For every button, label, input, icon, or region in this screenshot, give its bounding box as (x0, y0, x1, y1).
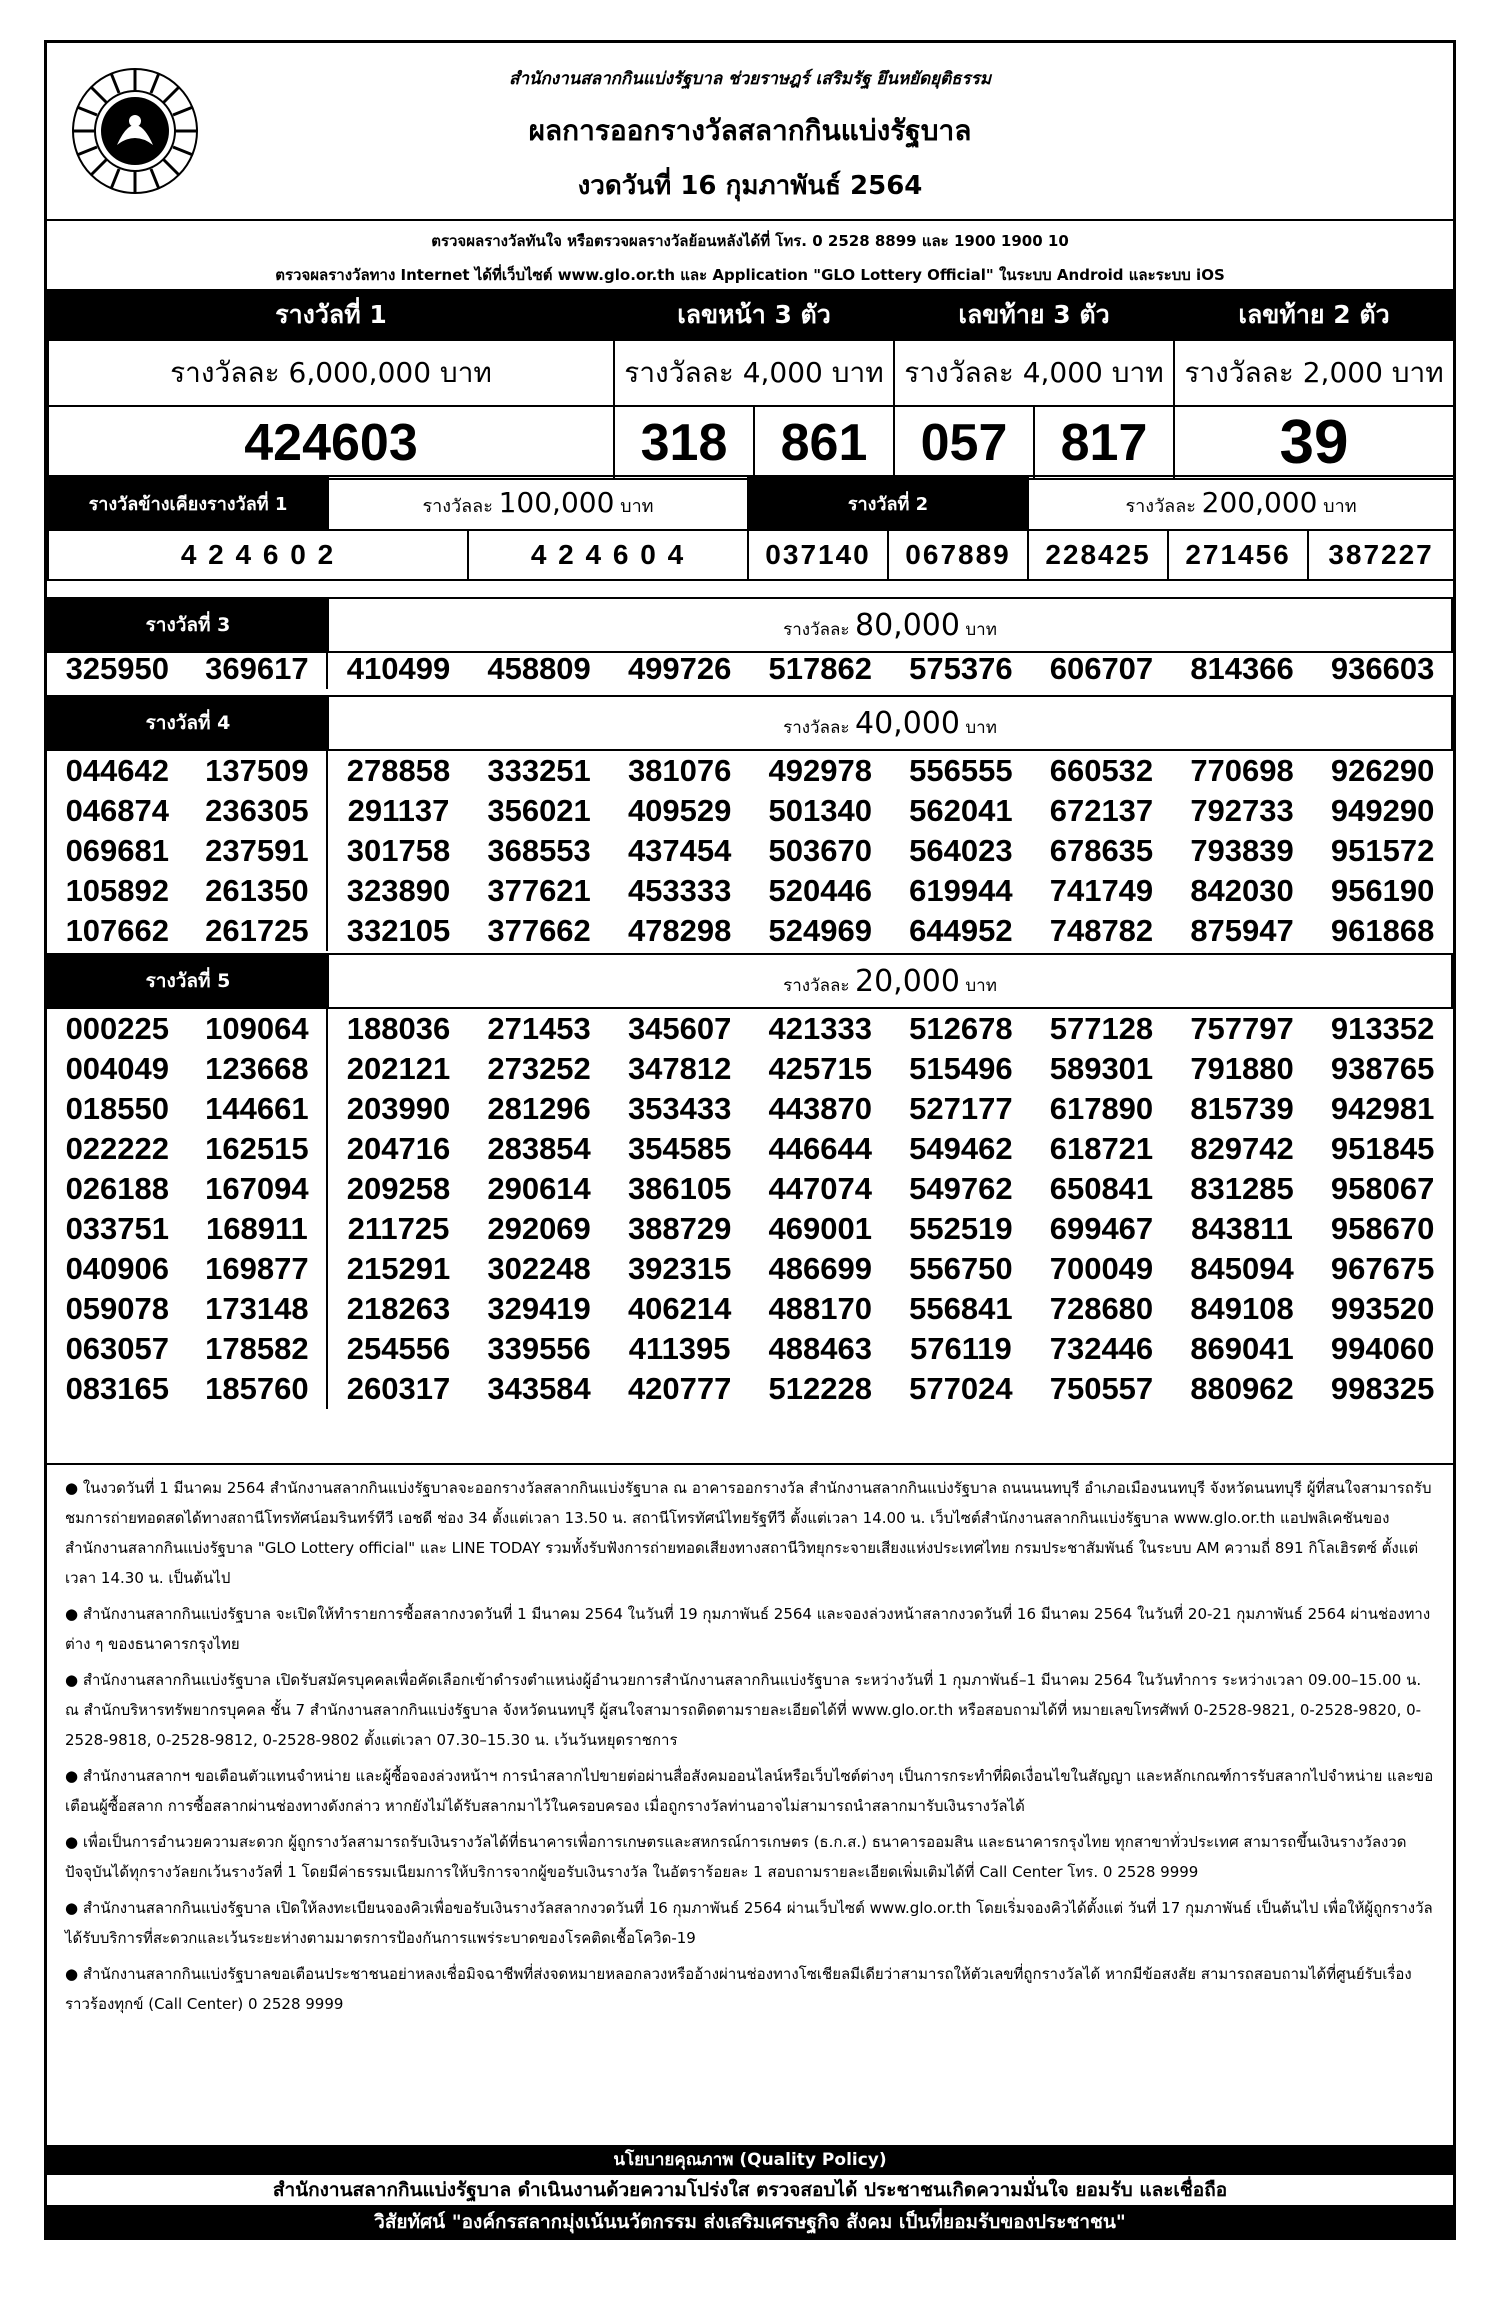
prize-number: 144661 (188, 1089, 329, 1129)
prize-number: 411395 (628, 1331, 731, 1366)
number-row (47, 1129, 1453, 1169)
prize-number: 026188 (65, 1171, 170, 1206)
second-prize-number: 271456 (1168, 530, 1308, 580)
prize-number: 044642 (65, 753, 170, 788)
prize-number: 202121 (346, 1051, 451, 1086)
prize-number: 993520 (1330, 1291, 1435, 1326)
prize-number: 185760 (188, 1369, 329, 1409)
near-prize-number: 4 2 4 6 0 2 (48, 530, 468, 580)
back2-number: 39 (1174, 406, 1454, 479)
prize-number: 831285 (1190, 1171, 1294, 1206)
page-title: ผลการออกรางวัลสลากกินแบ่งรัฐบาล (528, 114, 972, 147)
prize-number: 301758 (346, 833, 451, 868)
prize-number: 215291 (346, 1251, 451, 1286)
second-prize-number: 387227 (1308, 530, 1454, 580)
prize-number: 699467 (1049, 1211, 1154, 1246)
prize-number: 063057 (65, 1331, 170, 1366)
fifth-prize-amount: รางวัลละ 20,000 บาท (328, 954, 1452, 1008)
announcement-item: ● สำนักงานสลากกินแบ่งรัฐบาลขอเตือนประชาชนอย่าหลงเชื่อมิจฉาชีพที่ส่งจดหมายหลอกลวงหรืออ้างผ่านช่องทางโซเชียลมีเดียว่าสามารถให้ตัวเลขที่ถูกรางวัลได้ หากมีข้อสงสัย สามารถสอบถามได้ที่ศูนย์รับเรื่องราวร้องทุกข์ (Call Center) 0 2528 9999 (65, 1965, 1412, 2013)
prize-number: 961868 (1330, 913, 1435, 948)
prize-number: 556555 (909, 753, 1013, 788)
draw-date: งวดวันที่ 16 กุมภาพันธ์ 2564 (577, 171, 923, 201)
front3-number: 861 (754, 406, 894, 479)
prize-number: 958670 (1330, 1211, 1435, 1246)
second-prize-number: 037140 (748, 530, 888, 580)
prize-number: 512678 (909, 1011, 1013, 1046)
prize-number: 791880 (1190, 1051, 1294, 1086)
prize-number: 203990 (346, 1091, 451, 1126)
second-prize-number: 067889 (888, 530, 1028, 580)
prize-number: 998325 (1330, 1371, 1435, 1406)
prize-number: 728680 (1049, 1291, 1154, 1326)
prize-number: 501340 (768, 793, 872, 828)
prize-number: 556750 (909, 1251, 1013, 1286)
prize-number: 994060 (1330, 1331, 1435, 1366)
prize-number: 425715 (768, 1051, 872, 1086)
second-prize-amount: รางวัลละ 200,000 บาท (1028, 476, 1454, 530)
prize-number: 022222 (65, 1131, 170, 1166)
prize-number: 549462 (909, 1131, 1013, 1166)
prize-number: 332105 (346, 913, 451, 948)
prize-number: 875947 (1190, 913, 1294, 948)
fifth-prize-section (47, 953, 1453, 1406)
announcement-item: ● เพื่อเป็นการอำนวยความสะดวก ผู้ถูกรางวัลสามารถรับเงินรางวัลได้ที่ธนาคารเพื่อการเกษตรและสหกรณ์การเกษตร (ธ.ก.ส.) ธนาคารออมสิน และธนาคารกรุงไทย ทุกสาขาทั่วประเทศ สามารถขึ้นเงินรางวัลงวดปัจจุบันได้ทุกรางวัลยกเว้นรางวัลที่ 1 โดยมีค่าธรรมเนียมการให้บริการจากผู้ขอรับเงินรางวัล ในอัตราร้อยละ 1 สอบถามรายละเอียดเพิ่มเติมได้ที่ Call Center โทร. 0 2528 9999 (65, 1833, 1407, 1881)
prize-number: 325950 (65, 651, 170, 686)
prize-number: 278858 (346, 753, 451, 788)
prize-number: 386105 (627, 1171, 732, 1206)
number-row (47, 1049, 1453, 1089)
prize-number: 105892 (65, 873, 170, 908)
prize-number: 237591 (188, 831, 329, 871)
prize-number: 517862 (768, 651, 872, 686)
check-internet-line: ตรวจผลรางวัลทาง Internet ได้ที่เว็บไซต์ www.glo.or.th และ Application "GLO Lottery Official" ในระบบ Android และระบบ iOS (275, 266, 1225, 284)
number-row (47, 1089, 1453, 1129)
number-row (47, 1169, 1453, 1209)
prize-number: 283854 (487, 1131, 591, 1166)
prize-number: 486699 (768, 1251, 872, 1286)
prize-number: 018550 (65, 1091, 170, 1126)
prize-number: 040906 (65, 1251, 170, 1286)
header (47, 43, 1453, 221)
near-prize-amount: รางวัลละ 100,000 บาท (328, 476, 748, 530)
prize-number: 329419 (487, 1291, 591, 1326)
announcement-item: ● ในงวดวันที่ 1 มีนาคม 2564 สำนักงานสลากกินแบ่งรัฐบาลจะออกรางวัลสลากกินแบ่งรัฐบาล ณ อาคารออกรางวัล สำนักงานสลากกินแบ่งรัฐบาล ถนนนนทบุรี อำเภอเมืองนนทบุรี จังหวัดนนทบุรี ผู้ที่สนใจสามารถรับชมการถ่ายทอดสดได้ทางสถานีโทรทัศน์อมรินทร์ทีวี เอชดี ช่อง 34 ตั้งแต่เวลา 13.50 น. สถานีโทรทัศน์ไทยรัฐทีวี ตั้งแต่เวลา 14.00 น. เว็บไซต์สำนักงานสลากกินแบ่งรัฐบาล www.glo.or.th แอปพลิเคชันของสำนักงานสลากกินแบ่งรัฐบาล "GLO Lottery official" และ LINE TODAY รวมทั้งรับฟังการถ่ายทอดเสียงทางสถานีวิทยุกระจายเสียงแห่งประเทศไทย กรมประชาสัมพันธ์ ในระบบ AM ความถี่ 891 กิโลเฮิรตซ์ ตั้งแต่เวลา 14.30 น. เป็นต้นไป (65, 1479, 1432, 1587)
prize-number: 000225 (65, 1011, 170, 1046)
prize-number: 204716 (346, 1131, 451, 1166)
quality-policy-text: สำนักงานสลากกินแบ่งรัฐบาล ดำเนินงานด้วยความโปร่งใส ตรวจสอบได้ ประชาชนเกิดความมั่นใจ ยอมรับ และเชื่อถือ (47, 2175, 1453, 2207)
prize-number: 770698 (1190, 753, 1294, 788)
prize-number: 512228 (768, 1371, 872, 1406)
prize-number: 377662 (487, 913, 591, 948)
prize-number: 453333 (627, 873, 732, 908)
prize-number: 421333 (768, 1011, 872, 1046)
lottery-result-sheet (44, 40, 1456, 2240)
prize-number: 137509 (188, 751, 329, 791)
prize-number: 492978 (768, 753, 872, 788)
number-row (47, 1209, 1453, 1249)
prize-number: 109064 (188, 1009, 329, 1049)
prize-number: 678635 (1049, 833, 1154, 868)
number-row (47, 1249, 1453, 1289)
prize-number: 869041 (1190, 1331, 1294, 1366)
prize-number: 260317 (346, 1371, 451, 1406)
prize-number: 575376 (909, 651, 1013, 686)
prize-number: 951845 (1330, 1131, 1435, 1166)
prize-number: 469001 (768, 1211, 872, 1246)
prize-number: 849108 (1190, 1291, 1294, 1326)
check-phone-line: ตรวจผลรางวัลทันใจ หรือตรวจผลรางวัลย้อนหลังได้ที่ โทร. 0 2528 8899 และ 1900 1900 10 (431, 232, 1069, 250)
fourth-prize-numbers (47, 751, 1453, 951)
prize-number: 169877 (188, 1249, 329, 1289)
prize-number: 926290 (1330, 753, 1435, 788)
prize-number: 814366 (1190, 651, 1294, 686)
back3-number: 817 (1034, 406, 1174, 479)
prize-number: 938765 (1330, 1051, 1435, 1086)
prize-number: 290614 (487, 1171, 591, 1206)
vision-statement: วิสัยทัศน์ "องค์กรสลากมุ่งเน้นนวัตกรรม ส่งเสริมเศรษฐกิจ สังคม เป็นที่ยอมรับของประชาชน" (47, 2207, 1453, 2237)
number-row (47, 831, 1453, 871)
prize-number: 556841 (909, 1291, 1013, 1326)
prize-number: 369617 (188, 649, 329, 689)
fifth-prize-label: รางวัลที่ 5 (48, 954, 328, 1008)
back2-label: เลขท้าย 2 ตัว (1174, 290, 1454, 340)
quality-policy-title: นโยบายคุณภาพ (Quality Policy) (47, 2145, 1453, 2175)
prize-number: 741749 (1049, 873, 1154, 908)
prize-number: 004049 (65, 1051, 170, 1086)
prize-number: 589301 (1049, 1051, 1154, 1086)
prize-number: 748782 (1049, 913, 1154, 948)
front3-label: เลขหน้า 3 ตัว (614, 290, 894, 340)
announcement-item: ● สำนักงานสลากกินแบ่งรัฐบาล เปิดให้ลงทะเบียนจองคิวเพื่อขอรับเงินรางวัลสลากงวดวันที่ 16 กุมภาพันธ์ 2564 ผ่านเว็บไซต์ www.glo.or.th โดยเริ่มจองคิวได้ตั้งแต่ วันที่ 17 กุมภาพันธ์ เป็นต้นไป เพื่อให้ผู้ถูกรางวัลได้รับบริการที่สะดวกและเว้นระยะห่างตามมาตรการป้องกันการแพร่ระบาดของโรคติดเชื้อโควิด-19 (65, 1899, 1433, 1947)
fourth-prize-label: รางวัลที่ 4 (48, 696, 328, 750)
prize-number: 503670 (768, 833, 872, 868)
prize-number: 261725 (188, 911, 329, 951)
prize-number: 388729 (627, 1211, 732, 1246)
prize-number: 515496 (909, 1051, 1013, 1086)
prize-number: 343584 (487, 1371, 591, 1406)
prize-number: 354585 (627, 1131, 732, 1166)
first-prize-label: รางวัลที่ 1 (48, 290, 614, 340)
prize-number: 618721 (1049, 1131, 1154, 1166)
announcement-item: ● สำนักงานสลากกินแบ่งรัฐบาล จะเปิดให้ทำรายการซื้อสลากงวดวันที่ 1 มีนาคม 2564 ในวันที่ 19 กุมภาพันธ์ 2564 และจองล่วงหน้าสลากงวดวันที่ 16 มีนาคม 2564 ในวันที่ 20-21 กุมภาพันธ์ 2564 ผ่านช่องทางต่าง ๆ ของธนาคารกรุงไทย (65, 1605, 1431, 1653)
prize-number: 499726 (627, 651, 732, 686)
prize-number: 478298 (627, 913, 732, 948)
third-prize-label: รางวัลที่ 3 (48, 598, 328, 652)
prize-number: 188036 (346, 1011, 451, 1046)
prize-number: 650841 (1049, 1171, 1154, 1206)
prize-number: 750557 (1049, 1371, 1154, 1406)
prize-number: 700049 (1049, 1251, 1154, 1286)
fourth-prize-section (47, 695, 1453, 948)
prize-number: 173148 (188, 1289, 329, 1329)
prize-number: 167094 (188, 1169, 329, 1209)
prize-number: 958067 (1330, 1171, 1435, 1206)
front3-amount: รางวัลละ 4,000 บาท (614, 340, 894, 406)
near-prize-number: 4 2 4 6 0 4 (468, 530, 748, 580)
number-row (47, 911, 1453, 951)
prize-number: 672137 (1049, 793, 1154, 828)
prize-number: 488463 (768, 1331, 872, 1366)
prize-number: 292069 (487, 1211, 591, 1246)
prize-number: 443870 (768, 1091, 872, 1126)
back3-label: เลขท้าย 3 ตัว (894, 290, 1174, 340)
prize-number: 254556 (346, 1331, 451, 1366)
prize-number: 323890 (346, 873, 451, 908)
prize-number: 446644 (768, 1131, 872, 1166)
prize-number: 356021 (487, 793, 591, 828)
third-prize-section (47, 597, 1453, 686)
third-prize-numbers (47, 649, 1453, 689)
prize-number: 951572 (1330, 833, 1435, 868)
front3-number: 318 (614, 406, 754, 479)
prize-number: 083165 (65, 1371, 170, 1406)
prize-number: 368553 (487, 833, 591, 868)
slogan: สำนักงานสลากกินแบ่งรัฐบาล ช่วยราษฎร์ เสริมรัฐ ยึนหยัดยุติธรรม (508, 69, 992, 89)
prize-number: 381076 (627, 753, 732, 788)
prize-number: 562041 (909, 793, 1013, 828)
number-row (47, 751, 1453, 791)
prize-number: 660532 (1049, 753, 1154, 788)
prize-number: 107662 (65, 913, 170, 948)
prize-number: 732446 (1049, 1331, 1154, 1366)
announcements (47, 1463, 1453, 2163)
prize-number: 406214 (627, 1291, 732, 1326)
prize-number: 577024 (909, 1371, 1013, 1406)
prize-number: 271453 (487, 1011, 591, 1046)
prize-number: 520446 (768, 873, 872, 908)
prize-number: 333251 (487, 753, 591, 788)
first-prize-amount: รางวัลละ 6,000,000 บาท (48, 340, 614, 406)
prize-number: 046874 (65, 793, 170, 828)
number-row (47, 649, 1453, 689)
prize-number: 218263 (346, 1291, 451, 1326)
prize-number: 606707 (1049, 651, 1154, 686)
prize-number: 069681 (65, 833, 170, 868)
prize-number: 549762 (909, 1171, 1013, 1206)
prize-number: 345607 (627, 1011, 732, 1046)
near-and-second-prizes (47, 475, 1453, 581)
prize-number: 527177 (909, 1091, 1013, 1126)
prize-number: 564023 (909, 833, 1013, 868)
prize-number: 552519 (909, 1211, 1013, 1246)
prize-number: 291137 (347, 793, 450, 828)
fourth-prize-amount: รางวัลละ 40,000 บาท (328, 696, 1452, 750)
prize-number: 793839 (1190, 833, 1294, 868)
prize-number: 488170 (768, 1291, 872, 1326)
back2-amount: รางวัลละ 2,000 บาท (1174, 340, 1454, 406)
number-row (47, 871, 1453, 911)
prize-number: 162515 (188, 1129, 329, 1169)
prize-number: 168911 (188, 1209, 329, 1249)
prize-number: 845094 (1190, 1251, 1294, 1286)
back3-number: 057 (894, 406, 1034, 479)
prize-number: 377621 (487, 873, 591, 908)
second-prize-number: 228425 (1028, 530, 1168, 580)
prize-number: 458809 (487, 651, 591, 686)
prize-number: 059078 (65, 1291, 170, 1326)
number-row (47, 1329, 1453, 1369)
check-info (47, 219, 1453, 289)
prize-number: 936603 (1330, 651, 1435, 686)
prize-number: 815739 (1190, 1091, 1294, 1126)
first-prize-number: 424603 (48, 406, 614, 479)
third-prize-amount: รางวัลละ 80,000 บาท (328, 598, 1452, 652)
prize-number: 281296 (487, 1091, 591, 1126)
prize-number: 033751 (65, 1211, 170, 1246)
prize-number: 347812 (627, 1051, 732, 1086)
prize-number: 209258 (346, 1171, 451, 1206)
prize-number: 178582 (188, 1329, 329, 1369)
prize-number: 956190 (1330, 873, 1435, 908)
number-row (47, 791, 1453, 831)
prize-number: 967675 (1330, 1251, 1435, 1286)
prize-number: 644952 (909, 913, 1013, 948)
announcement-item: ● สำนักงานสลากฯ ขอเตือนตัวแทนจำหน่าย และผู้ซื้อจองล่วงหน้าฯ การนำสลากไปขายต่อผ่านสื่อสังคมออนไลน์หรือเว็บไซต์ต่างๆ เป็นการกระทำที่ผิดเงื่อนไขในสัญญา และหลักเกณฑ์การรับสลากไปจำหน่าย และขอเตือนผู้ซื้อสลาก การซื้อสลากผ่านช่องทางดังกล่าว หากยังไม่ได้รับสลากมาไว้ในครอบครอง เมื่อถูกรางวัลท่านอาจไม่สามารถนำสลากมารับเงินรางวัลได้ (65, 1767, 1434, 1815)
prize-number: 437454 (627, 833, 732, 868)
prize-number: 302248 (487, 1251, 591, 1286)
prize-number: 236305 (188, 791, 329, 831)
prize-number: 410499 (346, 651, 451, 686)
prize-number: 576119 (909, 1331, 1012, 1366)
near-prize-label: รางวัลข้างเคียงรางวัลที่ 1 (48, 476, 328, 530)
prize-number: 949290 (1330, 793, 1435, 828)
prize-number: 123668 (188, 1049, 329, 1089)
number-row (47, 1009, 1453, 1049)
prize-number: 261350 (188, 871, 329, 911)
prize-number: 392315 (627, 1251, 732, 1286)
prize-number: 843811 (1191, 1211, 1293, 1246)
prize-number: 447074 (768, 1171, 872, 1206)
prize-number: 577128 (1049, 1011, 1154, 1046)
prize-number: 524969 (768, 913, 872, 948)
prize-number: 273252 (487, 1051, 591, 1086)
prize-number: 880962 (1190, 1371, 1294, 1406)
prize-number: 619944 (909, 873, 1013, 908)
prize-number: 339556 (487, 1331, 591, 1366)
prize-number: 792733 (1190, 793, 1294, 828)
number-row (47, 1369, 1453, 1409)
second-prize-label: รางวัลที่ 2 (748, 476, 1028, 530)
prize-number: 757797 (1190, 1011, 1294, 1046)
main-prizes (47, 289, 1453, 480)
back3-amount: รางวัลละ 4,000 บาท (894, 340, 1174, 406)
prize-number: 913352 (1330, 1011, 1435, 1046)
prize-number: 211725 (347, 1211, 450, 1246)
prize-number: 617890 (1049, 1091, 1154, 1126)
prize-number: 409529 (627, 793, 732, 828)
prize-number: 829742 (1190, 1131, 1294, 1166)
fifth-prize-numbers (47, 1009, 1453, 1409)
prize-number: 353433 (627, 1091, 732, 1126)
number-row (47, 1289, 1453, 1329)
prize-number: 942981 (1330, 1091, 1435, 1126)
announcement-item: ● สำนักงานสลากกินแบ่งรัฐบาล เปิดรับสมัครบุคคลเพื่อคัดเลือกเข้าดำรงตำแหน่งผู้อำนวยการสำนักงานสลากกินแบ่งรัฐบาล ระหว่างวันที่ 1 กุมภาพันธ์–1 มีนาคม 2564 ในวันทำการ ระหว่างเวลา 09.00–15.00 น. ณ สำนักบริหารทรัพยากรบุคคล ชั้น 7 สำนักงานสลากกินแบ่งรัฐบาล จังหวัดนนทบุรี ผู้สนใจสามารถติดตามรายละเอียดได้ที่ www.glo.or.th หรือสอบถามได้ที่ หมายเลขโทรศัพท์ 0-2528-9821, 0-2528-9820, 0-2528-9818, 0-2528-9812, 0-2528-9802 ตั้งแต่เวลา 07.30–15.30 น. เว้นวันหยุดราชการ (65, 1671, 1422, 1749)
prize-number: 420777 (627, 1371, 732, 1406)
prize-number: 842030 (1190, 873, 1294, 908)
